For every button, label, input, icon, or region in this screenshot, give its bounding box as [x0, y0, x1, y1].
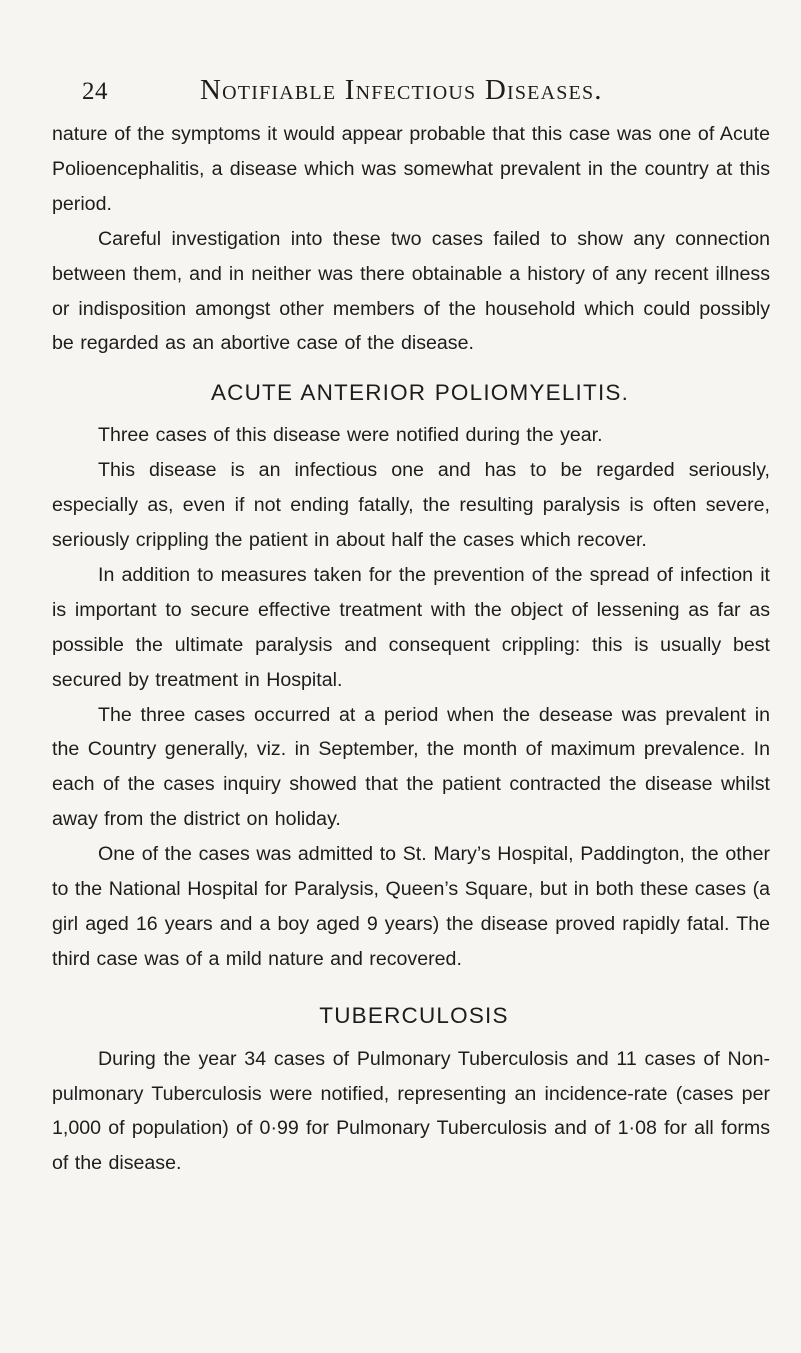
running-title: Notifiable Infectious Diseases.: [200, 74, 603, 106]
body-text: [52, 117, 770, 1181]
tuberculosis-paragraph-1: During the year 34 cases of Pulmonary Tuberculosis and 11 cases of Non-pulmonary Tuberculosis were notified, representing an incidence-rate (cases per 1,000 of population) of 0·99 for Pulmonary Tuberculosis and of 1·08 for all forms of the disease.: [52, 1047, 770, 1175]
tuberculosis-heading: TUBERCULOSIS: [319, 1002, 509, 1028]
polio-paragraph-2: This disease is an infectious one and has to be regarded seriously, especially as, even if not ending fatally, the resulting paralysis is often severe, seriously crippling the patient in about half the cases which recover.: [52, 459, 770, 551]
polio-paragraph-1: Three cases of this disease were notified during the year.: [98, 424, 603, 447]
polio-paragraph-4: The three cases occurred at a period when the desease was prevalent in the Country generally, viz. in September, the month of maximum prevalence. In each of the cases inquiry showed that the patient contracted the disease whilst away from the district on holiday.: [52, 703, 770, 831]
investigation-paragraph: Careful investigation into these two cases failed to show any connection between them, and in neither was there obtainable a history of any recent illness or indisposition amongst other members of the household which could possibly be regarded as an abortive case of the disease.: [52, 227, 770, 355]
polio-paragraph-5: One of the cases was admitted to St. Mary’s Hospital, Paddington, the other to the National Hospital for Paralysis, Queen’s Square, but in both these cases (a girl aged 16 years and a boy aged 9 years) the disease proved rapidly fatal. The third case was of a mild nature and recovered.: [52, 843, 770, 970]
continuation-paragraph: nature of the symptoms it would appear probable that this case was one of Acute Polioencephalitis, a disease which was somewhat prevalent in the country at this period.: [52, 123, 770, 215]
polio-paragraph-3: In addition to measures taken for the prevention of the spread of infection it is important to secure effective treatment with the object of lessening as far as possible the ultimate paralysis and consequent crippling: this is usually best secured by treatment in Hospital.: [52, 563, 770, 691]
running-head: [82, 74, 782, 114]
polio-heading: ACUTE ANTERIOR POLIOMYELITIS.: [210, 380, 630, 406]
page-number: 24: [82, 78, 108, 105]
